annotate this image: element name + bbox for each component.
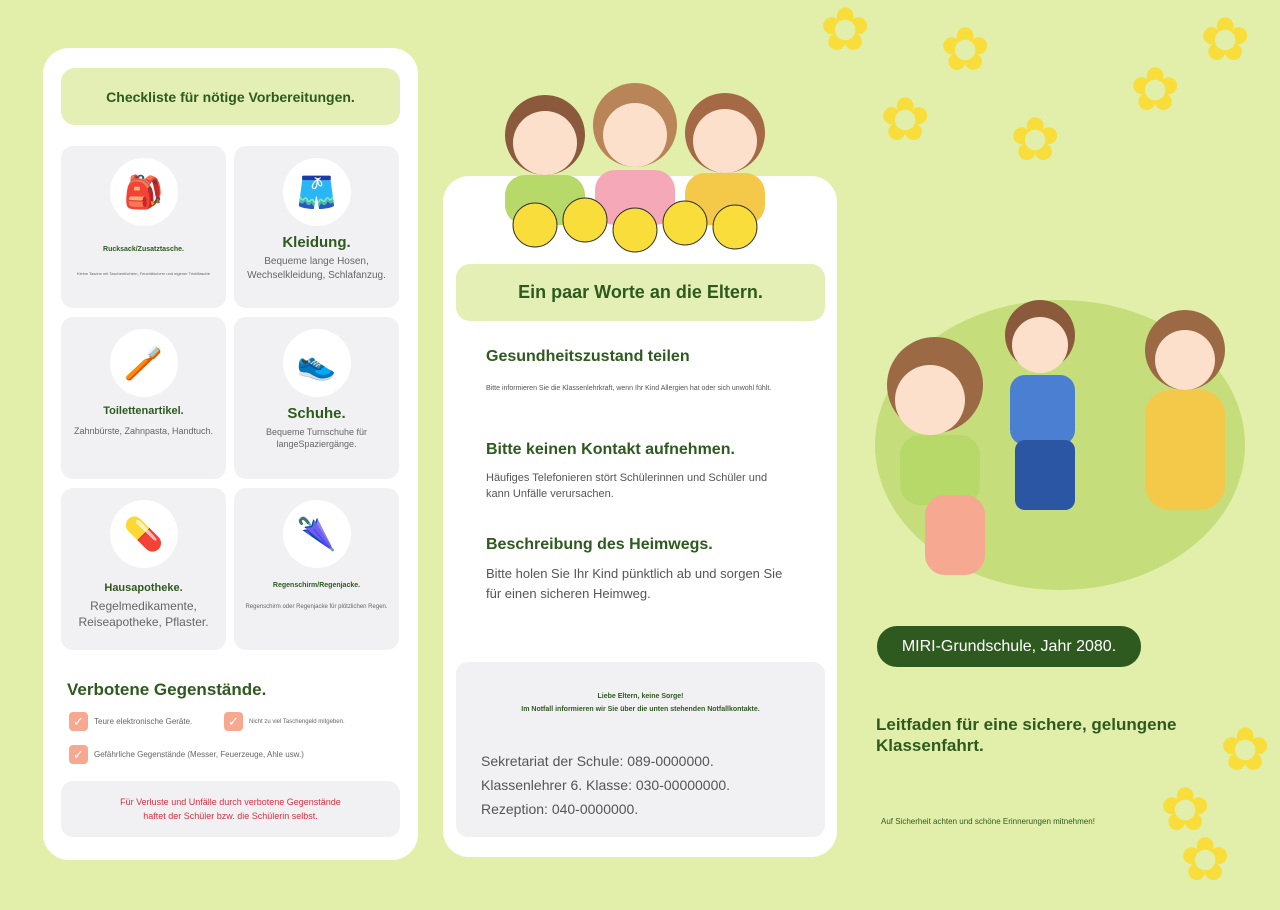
warning-box: [61, 781, 400, 837]
item-title: Rucksack/Zusatztasche.: [103, 246, 184, 253]
section-contact: [486, 441, 786, 503]
item-title: Toilettenartikel.: [103, 405, 184, 417]
check-icon: ✓: [69, 745, 88, 764]
section-text: Bitte informieren Sie die Klassenlehrkraft, wenn Ihr Kind Allergien hat oder sich unwohl fühlt.: [486, 385, 772, 392]
section-heading: Bitte keinen Kontakt aufnehmen.: [486, 441, 735, 458]
toiletries-icon: 🪥: [110, 329, 178, 397]
checklist-panel: [43, 48, 418, 860]
item-backpack: [61, 146, 226, 308]
shoes-icon: 👟: [283, 329, 351, 397]
note-line: Liebe Eltern, keine Sorge!: [597, 693, 684, 700]
checklist-title: Checkliste für nötige Vorbereitungen.: [61, 68, 400, 125]
section-text: Häufiges Telefonieren stört Schülerinnen und Schüler und kann Unfälle verursachen.: [486, 472, 768, 500]
item-toiletries: [61, 317, 226, 479]
note-line: Im Notfall informieren wir Sie über die unten stehenden Notfallkontakte.: [521, 706, 760, 713]
contacts-list: [481, 749, 730, 821]
check-icon: ✓: [224, 712, 243, 731]
section-heading: Gesundheitszustand teilen: [486, 348, 690, 365]
backpack-icon: 🎒: [110, 158, 178, 226]
item-title: Hausapotheke.: [104, 582, 183, 594]
cover-tagline: Auf Sicherheit achten und schöne Erinnerungen mitnehmen!: [881, 817, 1095, 826]
section-homeway: [486, 536, 786, 604]
item-desc: Regelmedikamente, Reiseapotheke, Pflaster.: [78, 599, 209, 630]
note: [456, 690, 825, 716]
item-desc: Regenschirm oder Regenjacke für plötzlichen Regen.: [245, 604, 388, 610]
parents-panel: [443, 176, 837, 857]
umbrella-icon: 🌂: [283, 500, 351, 568]
section-heading: Beschreibung des Heimwegs.: [486, 536, 713, 553]
item-clothing: [234, 146, 399, 308]
parents-title: Ein paar Worte an die Eltern.: [456, 264, 825, 321]
shorts-icon: 🩳: [283, 158, 351, 226]
item-title: Schuhe.: [287, 405, 346, 422]
section-text: Bitte holen Sie Ihr Kind pünktlich ab und sorgen Sie für einen sicheren Heimweg.: [486, 566, 783, 602]
contact-school: Sekretariat der Schule: 089-0000000.: [481, 753, 714, 769]
item-shoes: [234, 317, 399, 479]
forbidden-text: Nicht zu viel Taschengeld mitgeben.: [249, 718, 345, 725]
contact-reception: Rezeption: 040-0000000.: [481, 801, 639, 817]
item-desc: Zahnbürste, Zahnpasta, Handtuch.: [73, 426, 214, 436]
lying-kids-illustration: [860, 295, 1250, 595]
school-badge: MIRI-Grundschule, Jahr 2080.: [877, 626, 1141, 667]
forbidden-item: [69, 745, 304, 764]
item-desc: Kleine Tasche mit Taschentüchern, Feuchttüchern und eigener Trinkflasche: [76, 271, 211, 276]
warning-text: Für Verluste und Unfälle durch verbotene Gegenstände: [120, 797, 341, 807]
item-title: Regenschirm/Regenjacke.: [272, 582, 361, 589]
warning-text: haftet der Schüler bzw. die Schülerin selbst.: [143, 811, 318, 821]
forbidden-item: [224, 712, 345, 731]
forbidden-item: [69, 712, 192, 731]
forbidden-text: Gefährliche Gegenstände (Messer, Feuerzeuge, Ahle usw.): [94, 750, 304, 759]
item-first-aid: [61, 488, 226, 650]
forbidden-title: Verbotene Gegenstände.: [67, 680, 267, 699]
kids-illustration: [495, 65, 785, 255]
forbidden-text: Teure elektronische Geräte.: [94, 717, 193, 726]
item-desc: Bequeme Turnschuhe für langeSpaziergänge.: [265, 427, 368, 450]
check-icon: ✓: [69, 712, 88, 731]
item-desc: Bequeme lange Hosen, Wechselkleidung, Schlafanzug.: [247, 256, 386, 281]
item-umbrella: [234, 488, 399, 650]
cover-title: Leitfaden für eine sichere, gelungene Klassenfahrt.: [876, 715, 1177, 755]
section-health: [486, 348, 786, 395]
pills-icon: 💊: [110, 500, 178, 568]
item-title: Kleidung.: [282, 234, 351, 251]
contact-teacher: Klassenlehrer 6. Klasse: 030-00000000.: [481, 777, 731, 793]
emergency-box: [456, 662, 825, 837]
